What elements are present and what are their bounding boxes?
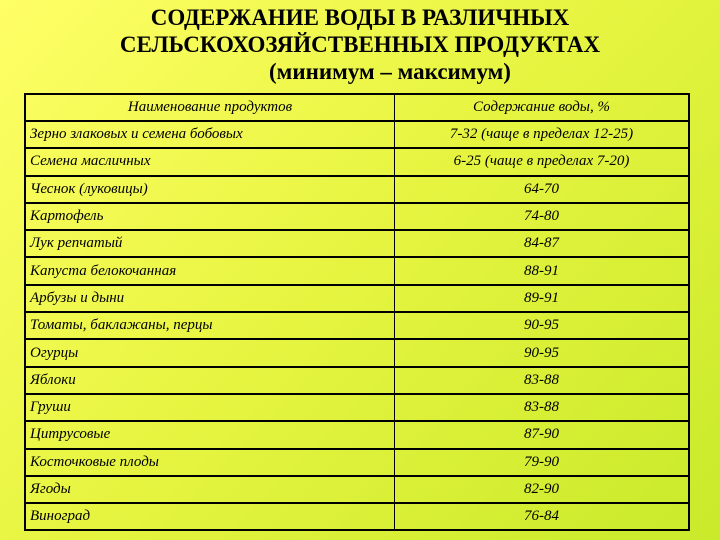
- product-name-cell: Чеснок (луковицы): [25, 176, 395, 203]
- title-line-2: СЕЛЬСКОХОЗЯЙСТВЕННЫХ ПРОДУКТАХ: [119, 32, 601, 57]
- table-row: [25, 230, 689, 257]
- water-content-cell: 76-84: [395, 503, 690, 530]
- product-name-cell: Семена масличных: [25, 148, 395, 175]
- water-content-cell: 82-90: [395, 476, 690, 503]
- product-name-cell: Яблоки: [25, 367, 395, 394]
- product-name-cell: Томаты, баклажаны, перцы: [25, 312, 395, 339]
- table-row: [25, 476, 689, 503]
- table-row: [25, 339, 689, 366]
- table-row: [25, 176, 689, 203]
- header-water-content: Содержание воды, %: [395, 94, 690, 121]
- title-line-1: СОДЕРЖАНИЕ ВОДЫ В РАЗЛИЧНЫХ: [150, 5, 570, 30]
- water-content-cell: 83-88: [395, 394, 690, 421]
- water-content-cell: 6-25 (чаще в пределах 7-20): [395, 148, 690, 175]
- product-name-cell: Капуста белокочанная: [25, 257, 395, 284]
- table-row: [25, 121, 689, 148]
- product-name-cell: Лук репчатый: [25, 230, 395, 257]
- table-row: [25, 257, 689, 284]
- water-content-cell: 74-80: [395, 203, 690, 230]
- table-row: [25, 148, 689, 175]
- header-product-name: Наименование продуктов: [25, 94, 395, 121]
- slide-title: [0, 4, 720, 85]
- water-content-cell: 90-95: [395, 339, 690, 366]
- table-row: [25, 421, 689, 448]
- table-header-row: [25, 94, 689, 121]
- water-content-cell: 7-32 (чаще в пределах 12-25): [395, 121, 690, 148]
- product-name-cell: Косточковые плоды: [25, 449, 395, 476]
- product-name-cell: Зерно злаковых и семена бобовых: [25, 121, 395, 148]
- water-content-cell: 84-87: [395, 230, 690, 257]
- table-row: [25, 394, 689, 421]
- water-content-cell: 64-70: [395, 176, 690, 203]
- table-row: [25, 285, 689, 312]
- water-content-cell: 89-91: [395, 285, 690, 312]
- water-content-table: [24, 93, 690, 531]
- product-name-cell: Груши: [25, 394, 395, 421]
- water-content-cell: 83-88: [395, 367, 690, 394]
- product-name-cell: Картофель: [25, 203, 395, 230]
- product-name-cell: Цитрусовые: [25, 421, 395, 448]
- product-name-cell: Виноград: [25, 503, 395, 530]
- water-content-cell: 90-95: [395, 312, 690, 339]
- table-row: [25, 367, 689, 394]
- water-content-cell: 79-90: [395, 449, 690, 476]
- table-row: [25, 312, 689, 339]
- table-row: [25, 203, 689, 230]
- product-name-cell: Арбузы и дыни: [25, 285, 395, 312]
- water-content-cell: 88-91: [395, 257, 690, 284]
- table-row: [25, 449, 689, 476]
- product-name-cell: Ягоды: [25, 476, 395, 503]
- product-name-cell: Огурцы: [25, 339, 395, 366]
- table-row: [25, 503, 689, 530]
- water-content-cell: 87-90: [395, 421, 690, 448]
- title-line-3: (минимум – максимум): [269, 59, 511, 84]
